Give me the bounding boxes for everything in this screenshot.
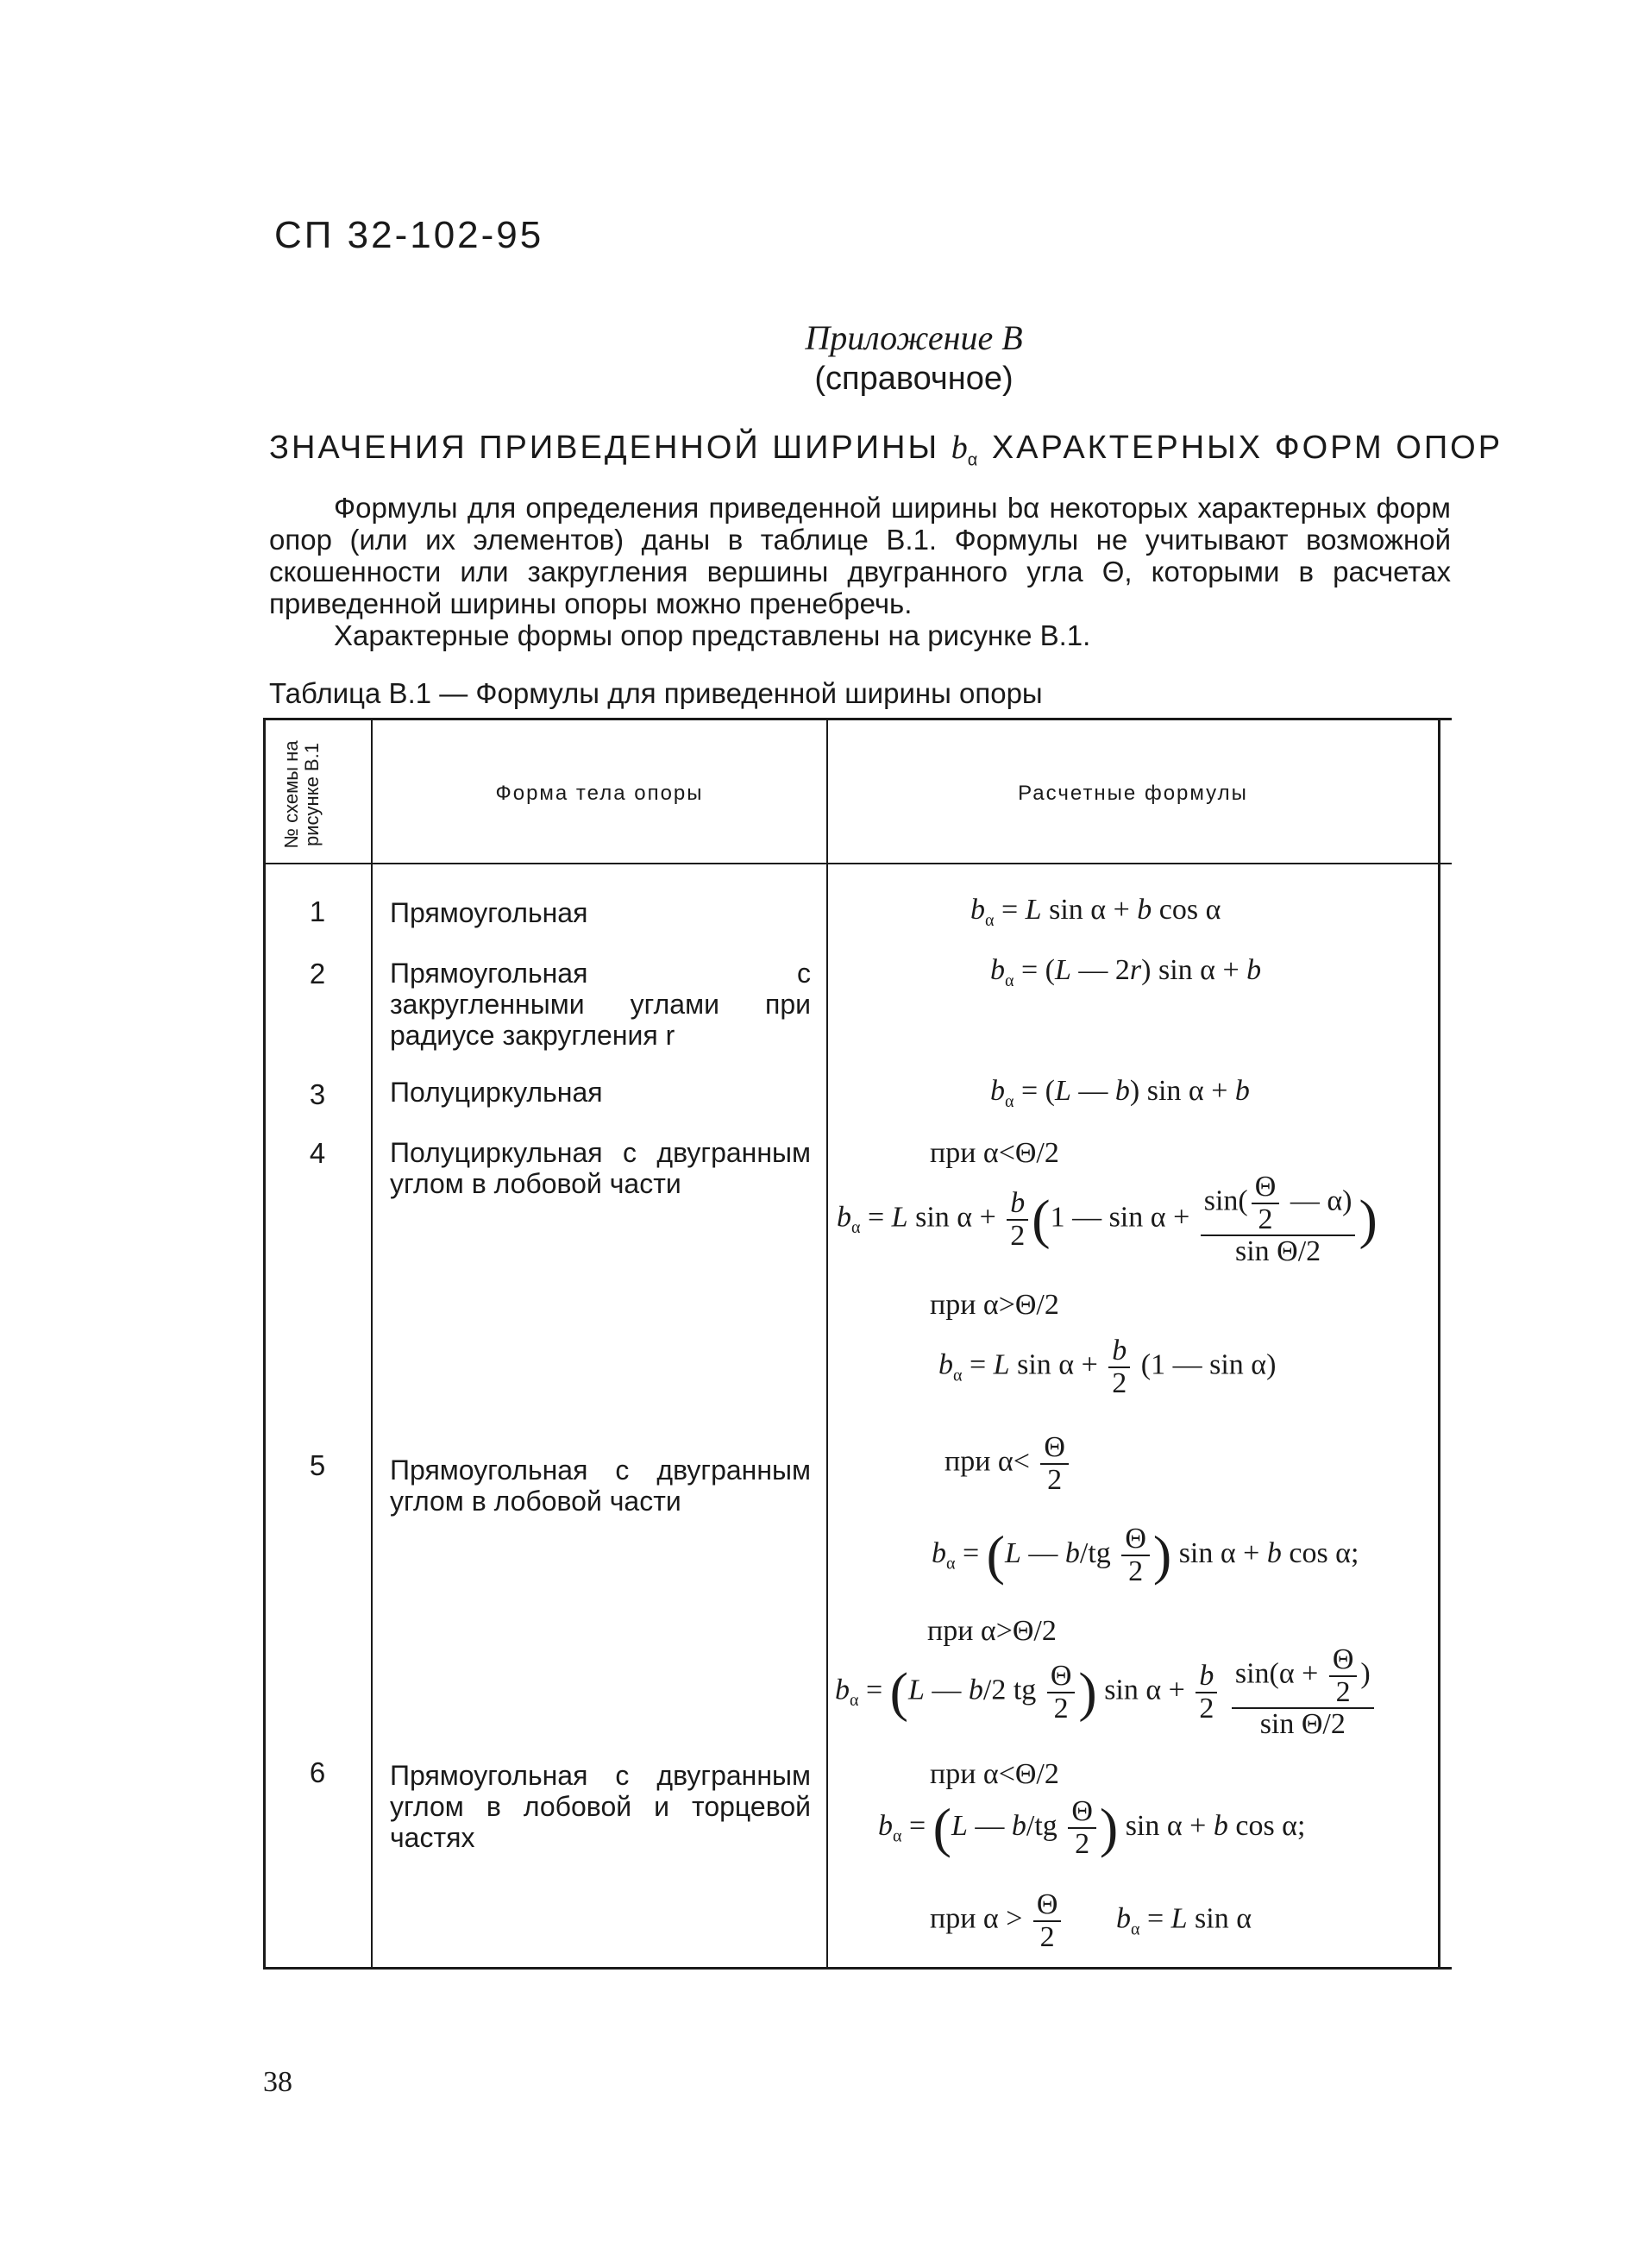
table-bottom-border [263, 1967, 1452, 1970]
heading-symbol: b [951, 430, 968, 466]
page-number: 38 [263, 2066, 292, 2098]
header-shape: Форма тела опоры [495, 782, 704, 805]
table-header-divider [263, 863, 1452, 864]
paragraph-intro: Формулы для определения приведенной ширины bα некоторых характерных форм опор (или их элементов) даны в таблице В.1. Формулы не учитывают возможной скошенности или закругления вершины двугранного угла Θ, которыми в расчетах приведенной ширины опоры можно пренебречь. [269, 492, 1451, 619]
table-right-border [1438, 718, 1440, 1970]
section-heading [269, 429, 1503, 471]
row-number-4: 4 [309, 1137, 326, 1169]
document-code: СП 32-102-95 [274, 214, 544, 256]
row-number-5: 5 [309, 1449, 326, 1481]
table-top-border [263, 718, 1452, 720]
formula-3: $b_\alpha = (L$ — b) sin α + b [990, 1075, 1250, 1111]
formula-1: $b_\alpha = L$ sin α + b cos α [970, 894, 1221, 930]
row-number-2: 2 [309, 958, 326, 990]
row-shape-6: Прямоугольная с двугранным углом в лобовой и торцевой частях [390, 1760, 811, 1853]
condition-5-gt: при α>Θ/2 [927, 1615, 1057, 1647]
condition-4-gt: при α>Θ/2 [930, 1289, 1059, 1321]
row-number-3: 3 [309, 1078, 326, 1110]
table-col-divider-2 [826, 718, 828, 1970]
heading-text-a: ЗНАЧЕНИЯ ПРИВЕДЕННОЙ ШИРИНЫ [269, 430, 951, 466]
formula-5b: $b_\alpha = (L$ — b/2 tg $\frac{\Theta}{2}$ ) sin α + $\frac{b}{2}$ sin(α + $\frac{\Theta}{2}$ ) sin Θ/2 [835, 1644, 1378, 1740]
table-left-border [263, 718, 266, 1970]
row-shape-4: Полуциркульная с двугранным углом в лобовой части [390, 1137, 811, 1199]
table-caption: Таблица В.1 — Формулы для приведенной ширины опоры [269, 677, 1043, 709]
row-shape-1: Прямоугольная [390, 897, 588, 928]
formula-2: $b_\alpha = (L$ — 2r) sin α + b [990, 954, 1262, 990]
row-shape-3: Полуциркульная [390, 1077, 603, 1108]
row-number-6: 6 [309, 1756, 326, 1788]
row-shape-5: Прямоугольная с двугранным углом в лобовой части [390, 1454, 811, 1517]
condition-5-lt-text: при α< [945, 1445, 1030, 1478]
formula-5a: $b_\alpha = (L$ — b/tg $\frac{\Theta}{2}$ ) sin α + b cos α; [932, 1523, 1359, 1587]
condition-4-lt: при α<Θ/2 [930, 1137, 1059, 1169]
formula-4a: $b_\alpha = L$ sin α + $\frac{b}{2}$ (1 — sin α + sin( $\frac{\Theta}{2}$ — α) sin Θ/2 ) [837, 1171, 1378, 1268]
condition-6-lt: при α<Θ/2 [930, 1758, 1059, 1790]
formula-4b: $b_\alpha = L$ sin α + $\frac{b}{2}$ (1 — sin α) [938, 1335, 1277, 1399]
appendix-kind: (справочное) [814, 361, 1014, 397]
paragraph-figure-ref: Характерные формы опор представлены на рисунке В.1. [334, 619, 1091, 651]
row-number-1: 1 [309, 895, 326, 927]
row-shape-2: Прямоугольная с закругленными углами при радиусе закругления r [390, 958, 811, 1051]
heading-text-b: ХАРАКТЕРНЫХ ФОРМ ОПОР [980, 430, 1503, 466]
heading-symbol-sub: α [967, 450, 981, 470]
formula-6b: при α > $\frac{\Theta}{2}$ $b_\alpha = L$ sin α [930, 1888, 1252, 1953]
table-col-divider-1 [371, 718, 373, 1970]
condition-5-lt: при α< $\frac{\Theta}{2}$ [945, 1432, 1072, 1495]
condition-6-gt-text: при α > [930, 1902, 1023, 1935]
header-formulas: Расчетные формулы [1018, 782, 1248, 805]
formula-6a: $b_\alpha = (L$ — b/tg $\frac{\Theta}{2}$ ) sin α + b cos α; [878, 1795, 1306, 1860]
header-scheme-number: № схемы на рисунке В.1 [280, 740, 323, 849]
appendix-title: Приложение В [805, 318, 1023, 357]
